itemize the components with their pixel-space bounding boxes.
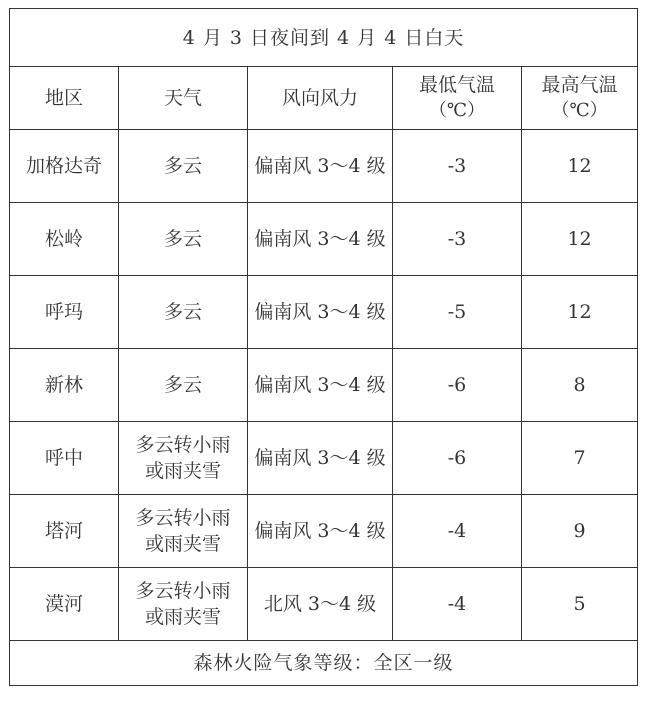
cell-weather bbox=[119, 495, 248, 568]
cell-max-temp: 9 bbox=[522, 495, 638, 568]
cell-min-temp: -6 bbox=[393, 349, 522, 422]
cell-weather-line1: 多云转小雨 bbox=[135, 580, 231, 602]
cell-min-temp: -4 bbox=[393, 495, 522, 568]
cell-max-temp: 12 bbox=[522, 203, 638, 276]
cell-region: 漠河 bbox=[10, 568, 119, 641]
table-row bbox=[10, 422, 638, 495]
forecast-table bbox=[9, 8, 638, 686]
cell-weather bbox=[119, 276, 248, 349]
header-wind: 风向风力 bbox=[248, 67, 393, 130]
cell-weather bbox=[119, 203, 248, 276]
footer-row bbox=[10, 641, 638, 686]
header-row bbox=[10, 67, 638, 130]
table-row bbox=[10, 276, 638, 349]
header-max-temp-label: 最高气温 bbox=[541, 74, 618, 96]
header-min-temp-unit: （℃） bbox=[428, 100, 486, 121]
cell-weather-line2: 或雨夹雪 bbox=[144, 533, 221, 555]
cell-weather bbox=[119, 422, 248, 495]
cell-weather-line1: 多云转小雨 bbox=[135, 507, 231, 529]
title-row bbox=[10, 9, 638, 67]
cell-wind: 偏南风 3～4 级 bbox=[248, 203, 393, 276]
cell-max-temp: 7 bbox=[522, 422, 638, 495]
table-title: 4 月 3 日夜间到 4 月 4 日白天 bbox=[10, 9, 638, 67]
cell-max-temp: 5 bbox=[522, 568, 638, 641]
cell-wind: 北风 3～4 级 bbox=[248, 568, 393, 641]
cell-region: 加格达奇 bbox=[10, 130, 119, 203]
cell-wind: 偏南风 3～4 级 bbox=[248, 130, 393, 203]
cell-min-temp: -3 bbox=[393, 203, 522, 276]
header-min-temp bbox=[393, 67, 522, 130]
cell-weather bbox=[119, 130, 248, 203]
cell-weather-line1: 多云转小雨 bbox=[135, 434, 231, 456]
header-min-temp-label: 最低气温 bbox=[418, 74, 495, 96]
header-region: 地区 bbox=[10, 67, 119, 130]
table-row bbox=[10, 495, 638, 568]
cell-max-temp: 12 bbox=[522, 276, 638, 349]
cell-wind: 偏南风 3～4 级 bbox=[248, 495, 393, 568]
table-row bbox=[10, 568, 638, 641]
cell-region: 呼中 bbox=[10, 422, 119, 495]
table-row bbox=[10, 130, 638, 203]
cell-min-temp: -5 bbox=[393, 276, 522, 349]
cell-weather-line1: 多云 bbox=[163, 301, 202, 323]
cell-weather-line1: 多云 bbox=[163, 374, 202, 396]
fire-danger-level: 森林火险气象等级：全区一级 bbox=[10, 641, 638, 686]
cell-region: 呼玛 bbox=[10, 276, 119, 349]
cell-weather bbox=[119, 568, 248, 641]
cell-region: 松岭 bbox=[10, 203, 119, 276]
cell-min-temp: -3 bbox=[393, 130, 522, 203]
table-row bbox=[10, 203, 638, 276]
cell-weather-line1: 多云 bbox=[163, 155, 202, 177]
cell-weather-line2: 或雨夹雪 bbox=[144, 460, 221, 482]
cell-region: 塔河 bbox=[10, 495, 119, 568]
header-weather: 天气 bbox=[119, 67, 248, 130]
cell-region: 新林 bbox=[10, 349, 119, 422]
cell-weather bbox=[119, 349, 248, 422]
cell-max-temp: 8 bbox=[522, 349, 638, 422]
header-max-temp bbox=[522, 67, 638, 130]
cell-min-temp: -4 bbox=[393, 568, 522, 641]
cell-wind: 偏南风 3～4 级 bbox=[248, 422, 393, 495]
cell-wind: 偏南风 3～4 级 bbox=[248, 276, 393, 349]
forecast-sheet bbox=[9, 8, 637, 695]
cell-wind: 偏南风 3～4 级 bbox=[248, 349, 393, 422]
table-row bbox=[10, 349, 638, 422]
cell-weather-line2: 或雨夹雪 bbox=[144, 606, 221, 628]
cell-weather-line1: 多云 bbox=[163, 228, 202, 250]
cell-max-temp: 12 bbox=[522, 130, 638, 203]
cell-min-temp: -6 bbox=[393, 422, 522, 495]
header-max-temp-unit: （℃） bbox=[551, 100, 608, 121]
